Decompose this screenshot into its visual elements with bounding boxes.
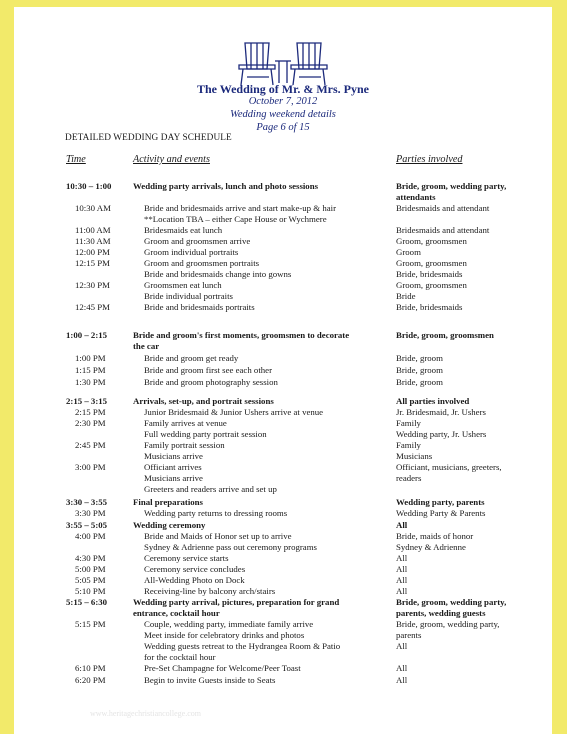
schedule-time: 5:00 PM [75, 564, 106, 574]
schedule-parties: All [396, 586, 408, 596]
schedule-activity: Groom and groomsmen arrive [144, 236, 251, 246]
schedule-activity: Wedding ceremony [133, 520, 206, 530]
schedule-time: 3:30 PM [75, 508, 106, 518]
schedule-activity: Bride and bridesmaids portraits [144, 302, 255, 312]
schedule-activity: Final preparations [133, 497, 203, 507]
wedding-title: The Wedding of Mr. & Mrs. Pyne [196, 82, 369, 96]
schedule-parties: Bride, groom [396, 365, 443, 375]
adirondack-chairs-icon [14, 35, 552, 89]
schedule-time: 6:10 PM [75, 663, 106, 673]
schedule-parties: Bride, bridesmaids [396, 302, 463, 312]
schedule-parties: Bride, groom, wedding party, [396, 181, 507, 191]
schedule-activity: Bride and bridesmaids arrive and start make-up & hair [144, 203, 337, 213]
schedule-activity: Bride and bridesmaids change into gowns [144, 269, 292, 279]
schedule-parties: Bride, bridesmaids [396, 269, 463, 279]
schedule-activity: Family arrives at venue [144, 418, 227, 428]
schedule-time: 2:15 – 3:15 [66, 396, 108, 406]
schedule-parties: Bride, maids of honor [396, 531, 474, 541]
schedule-activity: Ceremony service concludes [144, 564, 246, 574]
schedule-activity: Junior Bridesmaid & Junior Ushers arrive at venue [144, 407, 324, 417]
schedule-parties: Groom, groomsmen [396, 236, 467, 246]
schedule-activity: Greeters and readers arrive and set up [144, 484, 277, 494]
page-number: Page 6 of 15 [256, 122, 310, 133]
schedule-activity: Full wedding party portrait session [144, 429, 267, 439]
schedule-parties: Family [396, 418, 421, 428]
column-header-activity: Activity and events [133, 154, 210, 165]
schedule-parties: Bridesmaids and attendant [396, 225, 490, 235]
schedule-activity: Meet inside for celebratory drinks and photos [144, 630, 305, 640]
schedule-activity: Bride and groom photography session [144, 377, 278, 387]
schedule-activity: Bride and groom's first moments, groomsmen to decorate [133, 330, 350, 340]
schedule-parties: All [396, 520, 408, 530]
schedule-parties: Groom, groomsmen [396, 258, 467, 268]
schedule-activity: the car [133, 341, 160, 351]
schedule-parties: Musicians [396, 451, 433, 461]
column-header-parties: Parties involved [396, 154, 463, 165]
schedule-time: 3:55 – 5:05 [66, 520, 108, 530]
schedule-parties: Officiant, musicians, greeters, [396, 462, 502, 472]
schedule-parties: Bride, groom, wedding party, [396, 619, 500, 629]
schedule-parties: Bride [396, 291, 416, 301]
schedule-activity: Family portrait session [144, 440, 225, 450]
schedule-time: 3:30 – 3:55 [66, 497, 108, 507]
schedule-parties: attendants [396, 192, 436, 202]
schedule-parties: Groom [396, 247, 421, 257]
schedule-activity: **Location TBA – either Cape House or Wychmere [144, 214, 327, 224]
schedule-time: 5:10 PM [75, 586, 106, 596]
schedule-time: 1:15 PM [75, 365, 106, 375]
schedule-parties: Groom, groomsmen [396, 280, 467, 290]
schedule-parties: All [396, 663, 408, 673]
schedule-time: 11:30 AM [75, 236, 111, 246]
schedule-activity: Bride and groom first see each other [144, 365, 272, 375]
schedule-time: 5:15 – 6:30 [66, 597, 108, 607]
schedule-activity: Groomsmen eat lunch [144, 280, 222, 290]
schedule-parties: All parties involved [396, 396, 470, 406]
schedule-time: 4:30 PM [75, 553, 106, 563]
schedule-activity: Musicians arrive [144, 473, 203, 483]
wedding-date: October 7, 2012 [248, 96, 318, 107]
schedule-activity: Wedding guests retreat to the Hydrangea Room & Patio [144, 641, 341, 651]
schedule-parties: Bridesmaids and attendant [396, 203, 490, 213]
schedule-time: 12:15 PM [75, 258, 110, 268]
schedule-parties: Wedding Party & Parents [396, 508, 486, 518]
schedule-parties: All [396, 675, 408, 685]
schedule-time: 1:00 – 2:15 [66, 330, 108, 340]
schedule-activity: Begin to invite Guests inside to Seats [144, 675, 276, 685]
watermark: www.heritagechristiancollege.com [90, 709, 201, 718]
schedule-time: 4:00 PM [75, 531, 106, 541]
schedule-time: 2:15 PM [75, 407, 106, 417]
schedule-activity: Bride individual portraits [144, 291, 233, 301]
schedule-activity: Wedding party arrivals, lunch and photo sessions [133, 181, 319, 191]
weekend-details-subtitle: Wedding weekend details [230, 109, 336, 120]
schedule-parties: readers [396, 473, 422, 483]
schedule-activity: Groom and groomsmen portraits [144, 258, 260, 268]
schedule-parties: Bride, groom [396, 377, 443, 387]
schedule-time: 12:30 PM [75, 280, 110, 290]
schedule-parties: Bride, groom, groomsmen [396, 330, 494, 340]
schedule-parties: All [396, 564, 408, 574]
schedule-activity: Ceremony service starts [144, 553, 229, 563]
schedule-activity: Pre-Set Champagne for Welcome/Peer Toast [144, 663, 301, 673]
schedule-time: 3:00 PM [75, 462, 106, 472]
schedule-parties: Bride, groom, wedding party, [396, 597, 507, 607]
schedule-parties: Bride, groom [396, 353, 443, 363]
schedule-parties: All [396, 553, 408, 563]
schedule-activity: All-Wedding Photo on Dock [144, 575, 245, 585]
schedule-parties: Jr. Bridesmaid, Jr. Ushers [396, 407, 486, 417]
schedule-time: 2:45 PM [75, 440, 106, 450]
schedule-activity: Bride and groom get ready [144, 353, 239, 363]
schedule-activity: Officiant arrives [144, 462, 202, 472]
schedule-parties: Sydney & Adrienne [396, 542, 466, 552]
schedule-parties: All [396, 641, 408, 651]
schedule-parties: Wedding party, parents [396, 497, 485, 507]
schedule-time: 11:00 AM [75, 225, 111, 235]
schedule-parties: Wedding party, Jr. Ushers [396, 429, 487, 439]
schedule-time: 12:00 PM [75, 247, 110, 257]
schedule-time: 12:45 PM [75, 302, 110, 312]
schedule-time: 5:15 PM [75, 619, 106, 629]
schedule-parties: Family [396, 440, 421, 450]
schedule-activity: Bridesmaids eat lunch [144, 225, 223, 235]
schedule-activity: for the cocktail hour [144, 652, 216, 662]
schedule-time: 5:05 PM [75, 575, 106, 585]
document-page [14, 7, 552, 734]
schedule-activity: Receiving-line by balcony arch/stairs [144, 586, 276, 596]
schedule-activity: Wedding party returns to dressing rooms [144, 508, 288, 518]
schedule-activity: Sydney & Adrienne pass out ceremony programs [144, 542, 317, 552]
schedule-time: 1:30 PM [75, 377, 106, 387]
schedule-activity: Musicians arrive [144, 451, 203, 461]
schedule-activity: Arrivals, set-up, and portrait sessions [133, 396, 274, 406]
schedule-activity: Groom individual portraits [144, 247, 239, 257]
schedule-activity: entrance, cocktail hour [133, 608, 220, 618]
column-header-time: Time [66, 154, 86, 165]
schedule-parties: All [396, 575, 408, 585]
schedule-time: 1:00 PM [75, 353, 106, 363]
schedule-parties: parents, wedding guests [396, 608, 486, 618]
schedule-time: 10:30 AM [75, 203, 111, 213]
section-title: DETAILED WEDDING DAY SCHEDULE [65, 133, 232, 143]
schedule-time: 10:30 – 1:00 [66, 181, 112, 191]
schedule-activity: Bride and Maids of Honor set up to arrive [144, 531, 292, 541]
schedule-time: 6:20 PM [75, 675, 106, 685]
schedule-time: 2:30 PM [75, 418, 106, 428]
schedule-activity: Wedding party arrival, pictures, preparation for grand [133, 597, 340, 607]
schedule-activity: Couple, wedding party, immediate family arrive [144, 619, 314, 629]
schedule-parties: parents [396, 630, 422, 640]
